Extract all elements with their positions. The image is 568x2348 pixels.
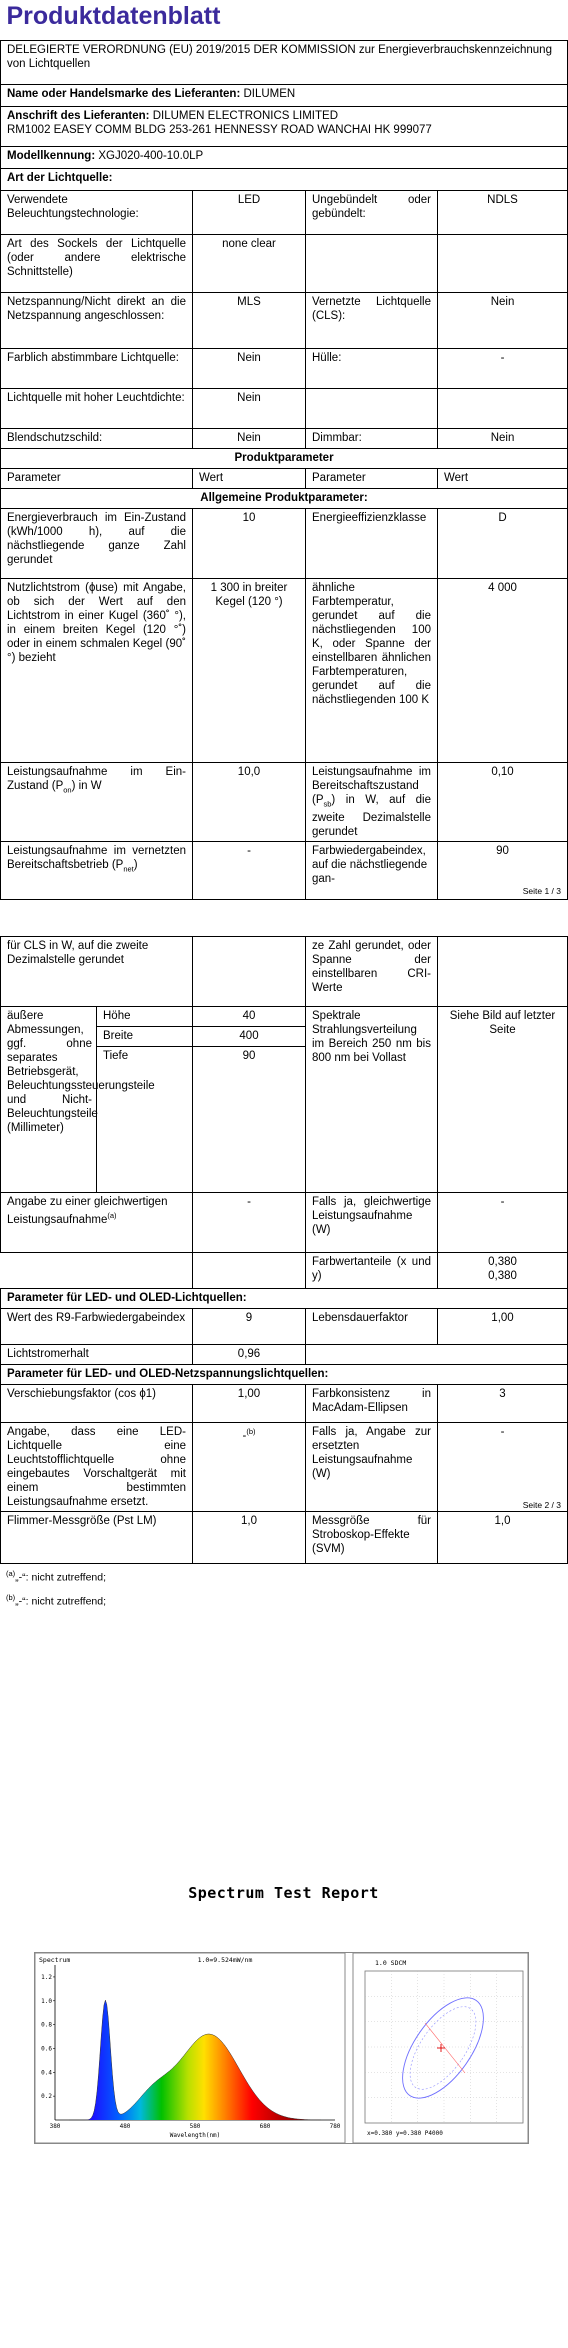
column-header: Parameter [306, 468, 438, 488]
type-value [438, 234, 568, 292]
param-row-networked [1, 841, 568, 899]
equivalent-power-label: Angabe zu einer gleichwertigen Leistungsaufnahme$^{(a)}$ [1, 1193, 193, 1253]
supplier-address-row [1, 106, 568, 146]
y-tick-label: 1.0 [41, 1997, 52, 2005]
datasheet-table-page1 [0, 0, 568, 900]
type-value: Nein [193, 428, 306, 448]
y-tick-label: 1.2 [41, 1973, 52, 1981]
type-value: LED [193, 190, 306, 234]
type-value: Nein [193, 388, 306, 428]
type-label: Verwendete Beleuchtungstechnologie: [1, 190, 193, 234]
replaced-power-value: - [438, 1423, 568, 1512]
led-params-header: Parameter für LED- und OLED-Lichtquellen: [1, 1289, 568, 1309]
type-label: Lichtquelle mit hoher Leuchtdichte: [1, 388, 193, 428]
energy-consumption-value: 10 [193, 508, 306, 578]
networked-standby-value: - [193, 841, 306, 899]
y-tick-label: 0.6 [41, 2045, 52, 2053]
type-value: Nein [193, 348, 306, 388]
param-row-flux [1, 578, 568, 762]
standby-power-value: 0,10 [438, 762, 568, 841]
cct-label: ähnliche Farbtemperatur, gerundet auf die nächstliegenden 100 K, oder Spanne der einstellbaren ähnlichen Farbtemperaturen, gerundet auf die nächstliegenden 100 K [306, 578, 438, 762]
type-value: Nein [438, 428, 568, 448]
column-header-row [1, 468, 568, 488]
spectral-distribution-value: Siehe Bild auf letzter Seite [438, 1007, 568, 1193]
cri-value: 90 [438, 841, 568, 899]
x-tick-label: 780 [329, 2123, 341, 2130]
type-label: Ungebündelt oder gebündelt: [306, 190, 438, 234]
replacement-claim-value: -$^{(b)}$ [193, 1423, 306, 1512]
cct-value: 4 000 [438, 578, 568, 762]
dimension-value: 40 [193, 1007, 306, 1027]
type-label [306, 388, 438, 428]
param-row-flicker [1, 1512, 568, 1564]
type-label: Hülle: [306, 348, 438, 388]
dimension-name: Breite [97, 1027, 193, 1047]
networked-standby-label-cont: für CLS in W, auf die zweite Dezimalstelle gerundet [1, 937, 193, 1007]
flicker-value: 1,0 [193, 1512, 306, 1564]
empty-cell [193, 1253, 306, 1289]
replacement-claim-label: Angabe, dass eine LED-Lichtquelle eine Leuchtstofflichtquelle ohne eingebautes Vorschaltgerät mit einem bestimmten Leistungsaufnahme ersetzt. [1, 1423, 193, 1512]
energy-class-label: Energieeffizienzklasse [306, 508, 438, 578]
x-axis-label: Wavelength(nm) [169, 2132, 221, 2139]
column-header: Parameter [1, 468, 193, 488]
supplier-name-label: Name oder Handelsmarke des Lieferanten: [7, 87, 241, 100]
mls-params-header: Parameter für LED- und OLED-Netzspannungslichtquellen: [1, 1365, 568, 1385]
stroboscopic-label: Messgröße für Stroboskop-Effekte (SVM) [306, 1512, 438, 1564]
type-label: Farblich abstimmbare Lichtquelle: [1, 348, 193, 388]
r9-label: Wert des R9-Farbwiedergabeindex [1, 1309, 193, 1345]
param-row-maintenance [1, 1345, 568, 1365]
y-tick-label: 0.4 [41, 2069, 52, 2077]
spectrum-scale-info: 1.0=9.524mW/nm [197, 1956, 253, 1964]
energy-consumption-label: Energieverbrauch im Ein-Zustand (kWh/1000 h), auf die nächstliegende ganze Zahl gerundet [1, 508, 193, 578]
type-value: none clear [193, 234, 306, 292]
survival-factor-label: Lebensdauerfaktor [306, 1309, 438, 1345]
x-tick-label: 580 [189, 2123, 201, 2130]
page-2 [0, 900, 567, 1607]
type-row [1, 292, 568, 348]
x-tick-label: 380 [49, 2123, 61, 2130]
networked-standby-label: Leistungsaufnahme im vernetzten Bereitschaftsbetrieb $(P_{net})$ [1, 841, 193, 899]
column-header: Wert [193, 468, 306, 488]
model-label: Modellkennung: [7, 149, 96, 162]
displacement-factor-label: Verschiebungsfaktor (cos ϕ1) [1, 1385, 193, 1423]
equivalent-power-w-label: Falls ja, gleichwertige Leistungsaufnahme (W) [306, 1193, 438, 1253]
standby-power-label: Leistungsaufnahme im Bereitschaftszustand $(P_{sb})$ in W, auf die zweite Dezimalstelle gerundet [306, 762, 438, 841]
param-row-chromaticity [1, 1253, 568, 1289]
empty-cell [1, 1253, 193, 1289]
supplier-address-label: Anschrift des Lieferanten: [7, 109, 150, 122]
footnote: $^{(a)}$„-“: nicht zutreffend; [6, 1569, 107, 1584]
page-title: Produktdatenblatt [6, 2, 221, 30]
product-params-header: Produktparameter [1, 448, 568, 468]
type-value: NDLS [438, 190, 568, 234]
lumen-maintenance-value: 0,96 [193, 1345, 306, 1365]
type-value: Nein [438, 292, 568, 348]
model-id: XGJ020-400-10.0LP [98, 149, 204, 162]
spectrum-report-svg [35, 1953, 528, 2143]
page-number: Seite 1 / 3 [522, 886, 561, 896]
equivalent-power-w-value: - [438, 1193, 568, 1253]
r9-value: 9 [193, 1309, 306, 1345]
empty-cell [438, 1345, 568, 1365]
param-row-replace [1, 1423, 568, 1512]
useful-flux-label: Nutzlichtstrom (ϕuse) mit Angabe, ob sich der Wert auf den Lichtstrom in einer Kugel (360˚ °), in einem breiten Kegel (120 °˚) oder in einem schmalen Kegel (90˚ °) bezieht [1, 578, 193, 762]
supplier-address-line2: RM1002 EASEY COMM BLDG 253-261 HENNESSY ROAD WANCHAI HK 999077 [7, 123, 432, 136]
column-header: Wert [438, 468, 568, 488]
colour-consistency-value: 3 [438, 1385, 568, 1423]
type-row [1, 190, 568, 234]
y-tick-label: 0.2 [41, 2093, 52, 2101]
type-label: Blendschutzschild: [1, 428, 193, 448]
spectrum-panel-label: Spectrum [39, 1956, 71, 1964]
chromaticity-value: 0,380 0,380 [438, 1253, 568, 1289]
useful-flux-value: 1 300 in breiter Kegel (120 °) [193, 578, 306, 762]
supplier-name-row [1, 84, 568, 106]
type-row [1, 234, 568, 292]
colour-consistency-label: Farbkonsistenz in MacAdam-Ellipsen [306, 1385, 438, 1423]
param-row-displacement [1, 1385, 568, 1423]
flicker-label: Flimmer-Messgröße (Pst LM) [1, 1512, 193, 1564]
type-label [306, 234, 438, 292]
supplier-name: DILUMEN [243, 87, 296, 100]
dimension-value: 90 [193, 1047, 306, 1193]
param-row-equivalent [1, 1193, 568, 1253]
dimension-name: Tiefe [97, 1047, 193, 1193]
page-1 [0, 0, 567, 900]
datasheet-table-page2 [0, 936, 568, 1564]
type-label: Netzspannung/Nicht direkt an die Netzspannung angeschlossen: [1, 292, 193, 348]
param-row-power [1, 762, 568, 841]
type-value: - [438, 348, 568, 388]
displacement-factor-value: 1,00 [193, 1385, 306, 1423]
empty-cell [193, 937, 306, 1007]
y-tick-label: 0.8 [41, 2021, 52, 2029]
page-number: Seite 2 / 3 [522, 1500, 561, 1510]
dimension-name: Höhe [97, 1007, 193, 1027]
type-row [1, 348, 568, 388]
regulation-text: DELEGIERTE VERORDNUNG (EU) 2019/2015 DER KOMMISSION zur Energieverbrauchskennzeichnung von Lichtquellen [1, 40, 568, 84]
cri-label-cont: ze Zahl gerundet, oder Spanne der einstellbaren CRI-Werte [306, 937, 438, 1007]
lumen-maintenance-label: Lichtstromerhalt [1, 1345, 193, 1365]
equivalent-power-value: - [193, 1193, 306, 1253]
stroboscopic-value: 1,0 [438, 1512, 568, 1564]
on-mode-power-label: Leistungsaufnahme im Ein-Zustand $(P_{on})$ in W [1, 762, 193, 841]
sdcm-title: 1.0 SDCM [375, 1959, 407, 1967]
type-row [1, 428, 568, 448]
type-value: MLS [193, 292, 306, 348]
empty-cell [306, 1345, 438, 1365]
dimension-value: 400 [193, 1027, 306, 1047]
type-row [1, 388, 568, 428]
x-tick-label: 480 [119, 2123, 131, 2130]
type-label: Dimmbar: [306, 428, 438, 448]
param-row-r9 [1, 1309, 568, 1345]
model-row [1, 146, 568, 168]
chromaticity-label: Farbwertanteile (x und y) [306, 1253, 438, 1289]
spectral-distribution-label: Spektrale Strahlungsverteilung im Bereich 250 nm bis 800 nm bei Vollast [306, 1007, 438, 1193]
report-title: Spectrum Test Report [188, 1884, 379, 1902]
param-row-continued [1, 937, 568, 1007]
x-tick-label: 680 [259, 2123, 271, 2130]
on-mode-power-value: 10,0 [193, 762, 306, 841]
general-params-header: Allgemeine Produktparameter: [1, 488, 568, 508]
type-label: Vernetzte Lichtquelle (CLS): [306, 292, 438, 348]
type-value [438, 388, 568, 428]
dimensions-label: äußere Abmessungen, ggf. ohne separates Betriebsgerät, Beleuchtungssteuerungsteile und Nicht-Beleuchtungsteile (Millimeter) [1, 1007, 97, 1193]
light-source-type-header: Art der Lichtquelle: [1, 168, 568, 190]
dimension-row [1, 1007, 568, 1027]
type-label: Art des Sockels der Lichtquelle (oder andere elektrische Schnittstelle) [1, 234, 193, 292]
sdcm-readout: x=0.380 y=0.380 P4000 [367, 2130, 443, 2137]
empty-cell [438, 937, 568, 1007]
replaced-power-label: Falls ja, Angabe zur ersetzten Leistungsaufnahme (W) [306, 1423, 438, 1512]
cri-label: Farbwiedergabeindex, auf die nächstliegende gan- [306, 841, 438, 899]
page-3 [0, 1600, 567, 2348]
survival-factor-value: 1,00 [438, 1309, 568, 1345]
spectrum-report-figure [34, 1952, 529, 2144]
supplier-address-line1: DILUMEN ELECTRONICS LIMITED [152, 109, 339, 122]
param-row-energy [1, 508, 568, 578]
energy-class-value: D [438, 508, 568, 578]
footnote: $^{(b)}$„-“: nicht zutreffend; [6, 1592, 107, 1607]
